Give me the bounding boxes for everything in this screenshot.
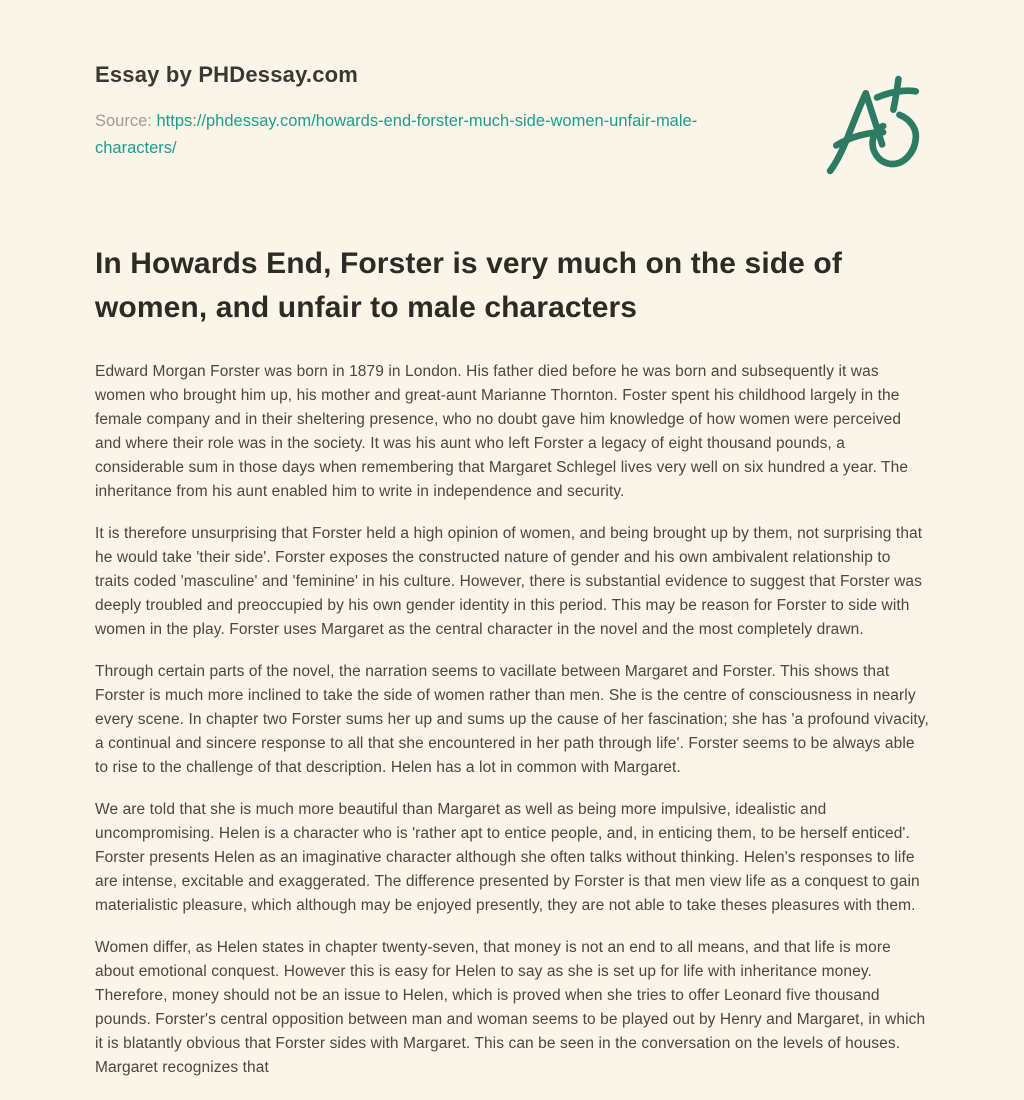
source-link[interactable]: https://phdessay.com/howards-end-forster-much-side-women-unfair-male-characters/: [95, 112, 698, 158]
source-label: Source:: [95, 112, 152, 131]
essay-paragraph-3: Through certain parts of the novel, the narration seems to vacillate between Margaret and Forster. This shows that Forster is much more inclined to take the side of women rather than men. She is the centre of consciousness in nearly every scene. In chapter two Forster sums her up and sums up the cause of her fascination; she has 'a profound vivacity, a continual and sincere response to all that she encountered in her path through life'. Forster seems to be always able to rise to the challenge of that description. Helen has a lot in common with Margaret.: [95, 663, 929, 776]
essay-body: [95, 360, 929, 1080]
page-header: [95, 62, 929, 178]
header-text-block: [95, 62, 735, 162]
source-line: [95, 108, 735, 162]
essay-paragraph-4: We are told that she is much more beautiful than Margaret as well as being more impulsive, idealistic and uncompromising. Helen is a character who is 'rather apt to entice people, and, in enticing them, to be herself enticed'. Forster presents Helen as an imaginative character although she often talks without thinking. Helen's responses to life are intense, excitable and exaggerated. The difference presented by Forster is that men view life as a conquest to gain materialistic pleasure, which although may be enjoyed presently, they are not able to take theses pleasures with them.: [95, 801, 920, 914]
page-title: Essay by PHDessay.com: [95, 62, 359, 87]
a-plus-logo-icon: [825, 70, 927, 178]
phdessay-logo: [825, 70, 927, 178]
essay-paragraph-2: It is therefore unsurprising that Forster held a high opinion of women, and being brought up by them, not surprising that he would take 'their side'. Forster exposes the constructed nature of gender and his own ambivalent relationship to traits coded 'masculine' and 'feminine' in his culture. However, there is substantial evidence to suggest that Forster was deeply troubled and preoccupied by his own gender identity in this period. This may be reason for Forster to side with women in the play. Forster uses Margaret as the central character in the novel and the most completely drawn.: [95, 525, 923, 638]
essay-paragraph-5: Women differ, as Helen states in chapter twenty-seven, that money is not an end to all means, and that life is more about emotional conquest. However this is easy for Helen to say as she is set up for life with inheritance money. Therefore, money should not be an issue to Helen, which is proved when she tries to offer Leonard five thousand pounds. Forster's central opposition between man and woman seems to be played out by Henry and Margaret, in which it is blatantly obvious that Forster sides with Margaret. This can be seen in the conversation on the levels of houses. Margaret recognizes that: [95, 939, 926, 1076]
essay-title: In Howards End, Forster is very much on the side of women, and unfair to male characters: [95, 247, 842, 324]
essay-paragraph-1: Edward Morgan Forster was born in 1879 in London. His father died before he was born and subsequently it was women who brought him up, his mother and great-aunt Marianne Thornton. Foster spent his childhood largely in the female company and in their sheltering presence, who no doubt gave him knowledge of how women were perceived and where their role was in the society. It was his aunt who left Forster a legacy of eight thousand pounds, a considerable sum in those days when remembering that Margaret Schlegel lives very well on six hundred a year. The inheritance from his aunt enabled him to write in independence and security.: [95, 363, 909, 500]
